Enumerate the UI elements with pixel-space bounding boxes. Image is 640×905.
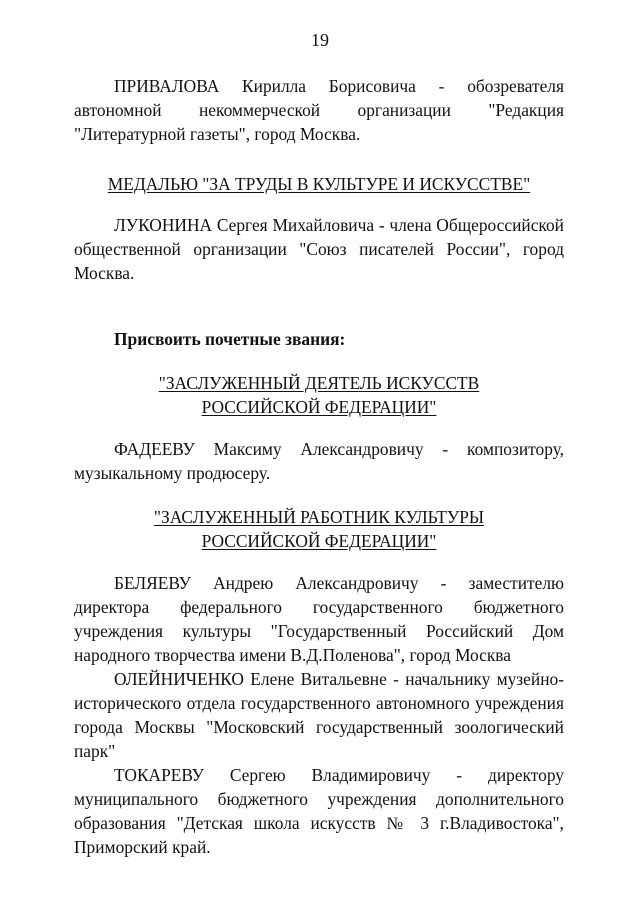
spacer	[74, 285, 564, 327]
award-entry-privalov: ПРИВАЛОВА Кирилла Борисовича - обозревателя автономной некоммерческой организации "Редакция "Литературной газеты", город Москва.	[74, 76, 564, 144]
award-entry-belyaev: БЕЛЯЕВУ Андрею Александровичу - заместителю директора федерального государственного бюджетного учреждения культуры "Государственный Российский Дом народного творчества имени В.Д.Поленова", город Москва	[74, 573, 564, 665]
award-entry-fadeev: ФАДЕЕВУ Максиму Александровичу - композитору, музыкальному продюсеру.	[74, 439, 564, 483]
document-body	[74, 74, 564, 859]
spacer	[74, 196, 564, 213]
medal-heading: МЕДАЛЬЮ "ЗА ТРУДЫ В КУЛЬТУРЕ И ИСКУССТВЕ"	[107, 174, 531, 194]
page-number: 19	[311, 30, 329, 50]
title-heading-culture-line2: РОССИЙСКОЙ ФЕДЕРАЦИИ"	[201, 531, 437, 551]
spacer	[74, 351, 564, 371]
title-heading-arts-line1: "ЗАСЛУЖЕННЫЙ ДЕЯТЕЛЬ ИСКУССТВ	[158, 373, 480, 393]
award-entry-lukonin: ЛУКОНИНА Сергея Михайловича - члена Общероссийской общественной организации "Союз писателей России", город Москва.	[74, 215, 564, 283]
award-entry-oleynichenko: ОЛЕЙНИЧЕНКО Елене Витальевне - начальнику музейно-исторического отдела государственного автономного учреждения города Москвы "Московский государственный зоологический парк"	[74, 669, 564, 761]
spacer	[74, 485, 564, 505]
spacer	[74, 419, 564, 437]
spacer	[74, 553, 564, 571]
title-heading-arts-line2: РОССИЙСКОЙ ФЕДЕРАЦИИ"	[201, 397, 437, 417]
title-heading-culture-line1: "ЗАСЛУЖЕННЫЙ РАБОТНИК КУЛЬТУРЫ	[153, 507, 485, 527]
spacer	[74, 146, 564, 172]
honorary-titles-intro: Присвоить почетные звания:	[114, 329, 346, 349]
award-entry-tokarev: ТОКАРЕВУ Сергею Владимировичу - директору муниципального бюджетного учреждения дополнительного образования "Детская школа искусств № 3 г.Владивостока", Приморский край.	[74, 765, 564, 857]
